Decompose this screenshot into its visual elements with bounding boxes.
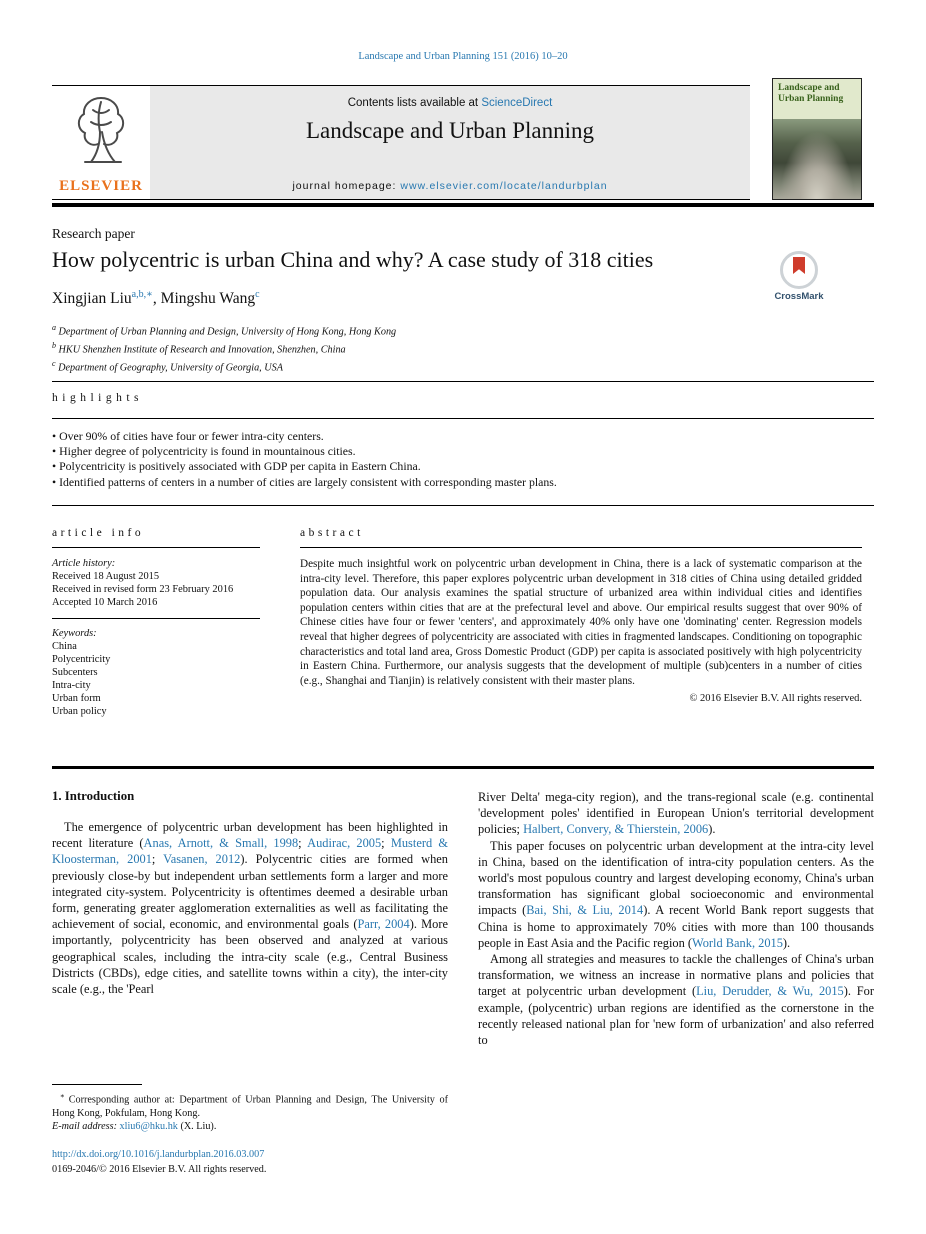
sciencedirect-link[interactable]: ScienceDirect: [481, 97, 553, 109]
text-segment: The emergence of polycentric urban development has been highlighted in recent literature (: [52, 820, 448, 851]
keyword: Polycentricity: [52, 654, 111, 665]
contents-line: [150, 86, 750, 109]
affiliation-sup: a: [52, 323, 56, 332]
body-paragraph: [478, 789, 874, 838]
body-paragraph: [478, 838, 874, 951]
article-info-column: [52, 527, 260, 718]
abstract-text: Despite much insightful work on polycentric urban development in China, there is a lack of systematic comparison at the intra-city level. Therefore, this paper explores polycentric urban development in 318 cities of China using detailed gridded population data. Our analysis examines the spatial structure of urbanized area within individual cities and identifies population centers within cities that are at the prefectural level and above. Our empirical results suggest that over 90% of Chinese cities have four or fewer 'centers', and approximately 40% only have one 'dominating' center. Regression models reveal that higher degrees of polycentricity are associated with cities in fragmented landscapes. Conditioning on topographic characteristics and total land area, Gross Domestic Product (GDP) per capita is associated positively with high polycentricity in Eastern China. Furthermore, our analysis suggests that the development of multiple (sub)centers in a number of cities (e.g., Shanghai and Tianjin) is relatively consistent with their master plans.: [300, 558, 862, 687]
author-name: Mingshu Wang: [160, 290, 256, 308]
affiliation: [52, 321, 396, 339]
article-title: How polycentric is urban China and why? A case study of 318 cities: [52, 247, 654, 272]
crossmark-badge[interactable]: [768, 251, 830, 302]
affiliation-text: HKU Shenzhen Institute of Research and Innovation, Shenzhen, China: [56, 344, 346, 356]
corresponding-author-note: [52, 1090, 448, 1120]
footnote: [52, 1090, 448, 1134]
elsevier-tree-icon: [71, 92, 131, 166]
author-affiliation-sup: c: [255, 289, 260, 300]
inline-link[interactable]: Parr, 2004: [357, 917, 410, 932]
journal-masthead: [150, 86, 750, 199]
text-segment: This paper focuses on polycentric urban development at the intra-city level in China, based on the identification of intra-city population centers. As the world's most populous country and largest developing economy, China's urban transformation has significant global socioeconomic and environmental impacts (: [478, 838, 874, 918]
keyword: Urban form: [52, 693, 101, 704]
text-segment: River Delta' mega-city region), and the trans-regional scale (e.g. continental 'development poles' identified in European Union's territorial development policies;: [478, 790, 874, 837]
issn-copyright-line: 0169-2046/© 2016 Elsevier B.V. All rights reserved.: [52, 1164, 267, 1175]
text-segment: ;: [298, 836, 308, 851]
history-line: Received in revised form 23 February 2016: [52, 584, 234, 595]
text-segment: (X. Liu).: [177, 1121, 217, 1133]
inline-link[interactable]: Bai, Shi, & Liu, 2014: [526, 903, 644, 918]
affiliation: [52, 357, 396, 375]
text-segment: ). More importantly, polycentricity has been observed and analyzed at various geographical scales, including the intra-city scale (e.g., Central Business Districts (CBDs), edge cities, and satellite towns within a city), the inter-city scale (e.g., the 'Pearl: [52, 917, 448, 997]
elsevier-logo: [52, 86, 150, 199]
inline-link[interactable]: Halbert, Convery, & Thierstein, 2006: [523, 822, 709, 837]
affiliation-sup: c: [52, 358, 56, 368]
divider: [52, 203, 874, 207]
body-paragraph: [52, 819, 448, 997]
crossmark-flag-icon: [793, 257, 805, 274]
article-info-heading: article info: [52, 527, 145, 539]
affiliation-text: Department of Urban Planning and Design, University of Hong Kong, Hong Kong: [56, 326, 397, 338]
footnote-divider: [52, 1084, 142, 1085]
highlights-heading: highlights: [52, 392, 144, 404]
text-segment: ). For example, (polycentric) urban regions are identified as the cornerstone in the recently released national plan for 'new form of urbanization' and also referred to: [478, 984, 874, 1048]
contents-prefix: Contents lists available at: [347, 97, 482, 109]
text-segment: E-mail address:: [52, 1121, 120, 1133]
copyright-line: © 2016 Elsevier B.V. All rights reserved.: [689, 693, 862, 705]
text-segment: Among all strategies and measures to tackle the challenges of China's urban transformation, we witness an increase in normative plans and policies that target at polycentric urban development (: [478, 952, 874, 999]
elsevier-wordmark: ELSEVIER: [59, 178, 143, 194]
keyword: Urban policy: [52, 706, 107, 717]
text-segment: Corresponding author at: Department of Urban Planning and Design, The University of Hong Kong, Pokfulam, Hong Kong.: [52, 1094, 448, 1119]
journal-title: Landscape and Urban Planning: [305, 118, 595, 143]
journal-citation: Landscape and Urban Planning 151 (2016) 10–20: [358, 51, 568, 62]
section-heading: 1. Introduction: [52, 789, 135, 803]
homepage-line: [150, 180, 750, 192]
text-segment: ;: [381, 836, 391, 851]
highlight-item: • Identified patterns of centers in a number of cities are largely consistent with corresponding master plans.: [52, 475, 874, 490]
homepage-label: journal homepage:: [292, 180, 401, 192]
body-paragraph: [478, 951, 874, 1048]
history-line: Received 18 August 2015: [52, 571, 160, 582]
crossmark-label: CrossMark: [774, 291, 824, 302]
divider: [52, 618, 260, 619]
inline-link[interactable]: Anas, Arnott, & Small, 1998: [143, 836, 299, 851]
highlights-list: [52, 429, 874, 490]
abstract-column: [300, 527, 862, 704]
keyword: Subcenters: [52, 667, 98, 678]
inline-link[interactable]: Musterd & Kloosterman, 2001: [52, 836, 448, 867]
highlight-item: • Polycentricity is positively associated with GDP per capita in Eastern China.: [52, 459, 874, 474]
keywords-label: Keywords:: [52, 628, 97, 639]
highlight-item: • Higher degree of polycentricity is found in mountainous cities.: [52, 444, 874, 459]
text-segment: ∗: [60, 1092, 69, 1100]
inline-link[interactable]: World Bank, 2015: [692, 935, 783, 950]
keyword: Intra-city: [52, 680, 91, 691]
affiliation-text: Department of Geography, University of Georgia, USA: [55, 362, 283, 374]
keyword: China: [52, 641, 77, 652]
inline-link[interactable]: Liu, Derudder, & Wu, 2015: [696, 984, 844, 999]
author-separator: ,: [152, 290, 161, 308]
article-footer: [52, 1147, 266, 1177]
author-name: Xingjian Liu: [52, 290, 132, 308]
text-segment: ). A recent World Bank report suggests that China is home to approximately 70% cities with more than 100 thousands people in East Asia and the Pacific region (: [478, 903, 874, 950]
author-affiliation-sup: a,b,∗: [131, 289, 153, 300]
homepage-link[interactable]: www.elsevier.com/locate/landurbplan: [400, 180, 608, 192]
text-segment: ;: [151, 852, 164, 867]
text-segment: ). Polycentric cities are formed when previously close-by but independent urban settlements form a larger and more integrated city-system. Polycentricity is oftentimes deemed a desirable urban form, generating greater agglomeration externalities as well as facilitating the achievement of social, economic, and environmental goals (: [52, 852, 448, 932]
abstract-heading: abstract: [300, 527, 364, 539]
inline-link[interactable]: Audirac, 2005: [307, 836, 382, 851]
author-line: [52, 289, 260, 308]
divider: [52, 766, 874, 769]
history-line: Accepted 10 March 2016: [52, 597, 158, 608]
divider: [52, 547, 260, 548]
crossmark-icon: [780, 251, 818, 289]
body-left-column: [52, 789, 448, 997]
divider: [52, 505, 874, 506]
affiliation: [52, 339, 396, 357]
body-right-column: [478, 789, 874, 1048]
divider: [300, 547, 862, 548]
doi-link[interactable]: http://dx.doi.org/10.1016/j.landurbplan.2016.03.007: [52, 1149, 265, 1160]
divider: [52, 381, 874, 382]
inline-link[interactable]: Vasanen, 2012: [163, 852, 241, 867]
text-segment: ).: [782, 935, 791, 950]
journal-header: [52, 85, 750, 200]
divider: [52, 418, 874, 419]
article-history-label: Article history:: [52, 558, 116, 569]
journal-cover-photo: [773, 119, 861, 199]
affiliations: [52, 321, 396, 375]
journal-cover: [772, 78, 862, 200]
affiliation-sup: b: [52, 340, 56, 350]
journal-cover-title: Landscape and Urban Planning: [778, 83, 844, 104]
text-segment: ).: [708, 822, 716, 837]
highlight-item: • Over 90% of cities have four or fewer intra-city centers.: [52, 429, 874, 444]
article-type-label: Research paper: [52, 226, 135, 241]
inline-link[interactable]: xliu6@hku.hk: [119, 1121, 178, 1133]
email-line: [52, 1120, 448, 1134]
